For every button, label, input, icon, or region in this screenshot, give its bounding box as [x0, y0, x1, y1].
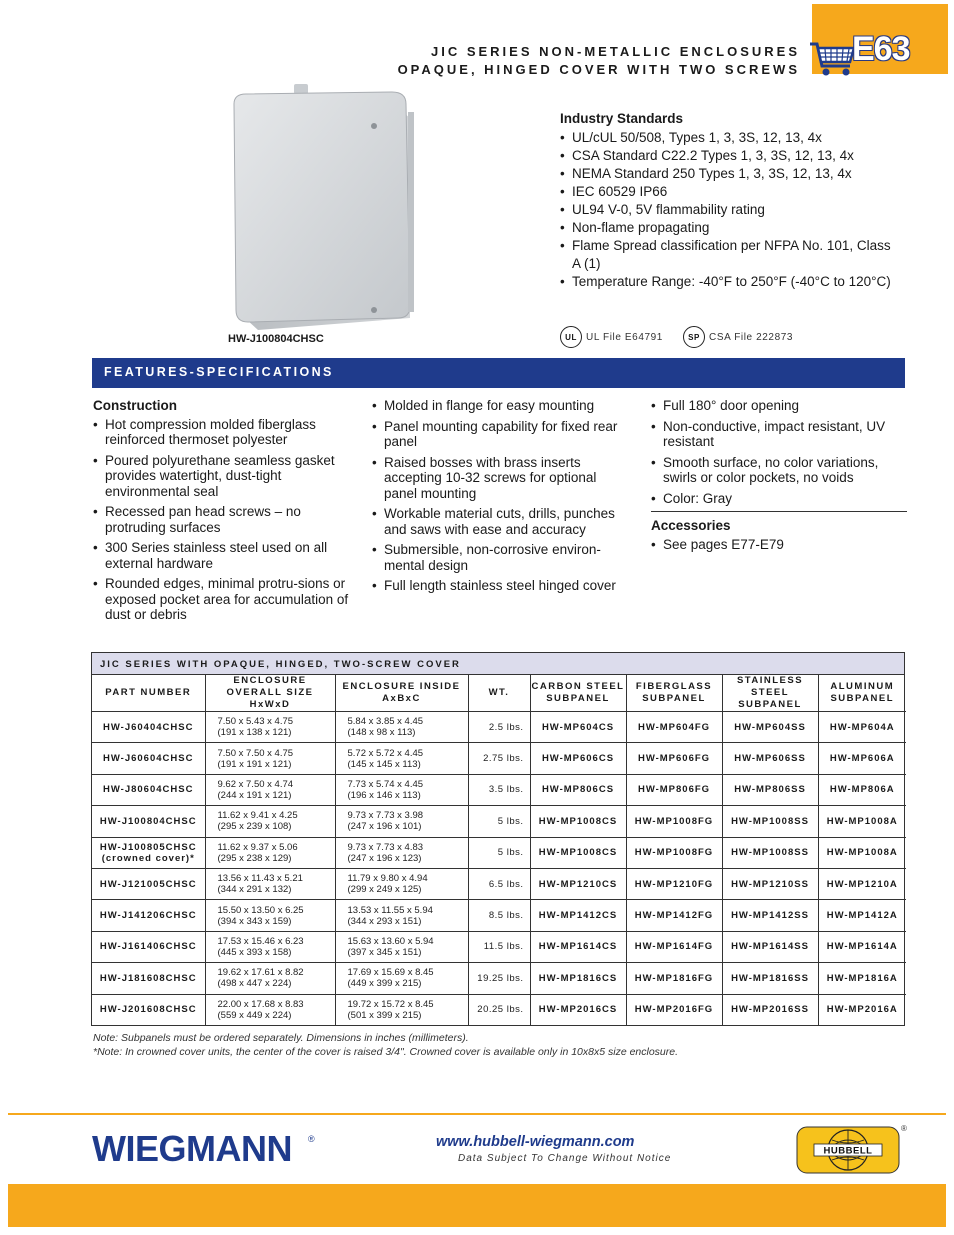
cell-aluminum	[818, 931, 906, 962]
cell-overall-size-text: 19.62 x 17.61 x 8.82	[217, 967, 304, 979]
cell-weight	[468, 900, 530, 931]
cell-fiberglass	[626, 743, 722, 774]
cell-overall-size-text: (244 x 191 x 121)	[217, 789, 292, 801]
cell-inside-size-text: (344 x 293 x 151)	[347, 915, 422, 927]
cell-fiberglass	[626, 931, 722, 962]
cell-part-number	[92, 774, 205, 805]
cell-aluminum	[818, 900, 906, 931]
ul-logo-icon: UL	[560, 326, 582, 348]
cell-inside-size	[335, 743, 468, 774]
cell-part-number-text: HW-J80604CHSC	[103, 784, 194, 796]
cell-inside-size-text: 15.63 x 13.60 x 5.94	[347, 935, 434, 947]
cell-weight-text: 19.25 lbs.	[477, 972, 524, 984]
cell-aluminum-text: HW-MP606A	[829, 753, 895, 765]
header-part-number: PART NUMBER	[92, 675, 205, 712]
feature-item: • Smooth surface, no color variations, swirls or color pockets, no voids	[651, 455, 907, 486]
feature-item: • Non-conductive, impact resistant, UV resistant	[651, 419, 907, 450]
standard-item: • NEMA Standard 250 Types 1, 3, 3S, 12, 13, 4x	[560, 165, 900, 183]
cell-inside-size-text: 7.73 x 5.74 x 4.45	[347, 778, 424, 790]
cell-overall-size-text: 7.50 x 5.43 x 4.75	[217, 716, 294, 728]
cell-part-number-text: HW-J100805CHSC	[99, 841, 197, 853]
standard-item: • IEC 60529 IP66	[560, 183, 900, 201]
cell-overall-size-text: (191 x 138 x 121)	[217, 727, 292, 739]
cell-carbon-steel	[530, 806, 626, 837]
standard-item: • Non-flame propagating	[560, 219, 900, 237]
table-row	[92, 806, 906, 837]
cell-carbon-steel-text: HW-MP2016CS	[538, 1004, 618, 1016]
cell-inside-size-text: (397 x 345 x 151)	[347, 946, 422, 958]
cell-part-number-text: HW-J100804CHSC	[99, 815, 197, 827]
cell-weight	[468, 837, 530, 868]
cell-weight	[468, 743, 530, 774]
cell-part-number-text: HW-J181608CHSC	[99, 972, 197, 984]
construction-title: Construction	[93, 398, 177, 413]
table-row	[92, 712, 906, 743]
cell-fiberglass-text: HW-MP1614FG	[634, 941, 714, 953]
cell-part-number-text: HW-J121005CHSC	[99, 878, 197, 890]
cell-inside-size-text: 11.79 x 9.80 x 4.94	[347, 873, 428, 885]
cell-fiberglass-text: HW-MP1412FG	[634, 910, 714, 922]
cell-part-number-text: HW-J60604CHSC	[103, 753, 194, 765]
cell-weight-text: 20.25 lbs.	[477, 1004, 524, 1016]
cell-stainless	[722, 712, 818, 743]
cell-part-number-text: (crowned cover)*	[101, 852, 195, 864]
csa-logo-icon: SP	[683, 326, 705, 348]
cell-fiberglass-text: HW-MP806FG	[637, 784, 711, 796]
feature-item: • 300 Series stainless steel used on all external hardware	[93, 540, 349, 571]
cell-stainless	[722, 806, 818, 837]
cell-weight	[468, 963, 530, 994]
features-column-3	[651, 398, 907, 557]
cell-weight-text: 11.5 lbs.	[483, 941, 524, 953]
cell-overall-size-text: 13.56 x 11.43 x 5.21	[217, 873, 303, 885]
cell-carbon-steel-text: HW-MP1008CS	[538, 847, 618, 859]
header-title-line2: OPAQUE, HINGED COVER WITH TWO SCREWS	[397, 62, 800, 77]
cell-weight	[468, 931, 530, 962]
cell-aluminum	[818, 837, 906, 868]
cell-inside-size-text: (196 x 146 x 113)	[347, 789, 421, 801]
industry-standards	[560, 110, 900, 291]
cell-stainless-text: HW-MP1816SS	[731, 972, 809, 984]
feature-item: • Molded in flange for easy mounting	[372, 398, 628, 414]
enclosure-photo	[228, 82, 418, 332]
table-row	[92, 774, 906, 805]
cell-inside-size-text: 9.73 x 7.73 x 4.83	[347, 841, 424, 853]
cell-fiberglass	[626, 837, 722, 868]
table-row	[92, 931, 906, 962]
cell-overall-size-text: (191 x 191 x 121)	[217, 758, 292, 770]
feature-item: • Full length stainless steel hinged cover	[372, 578, 628, 594]
cell-inside-size-text: (145 x 145 x 113)	[347, 758, 421, 770]
header-inside-size: ENCLOSURE INSIDE AxBxC	[335, 675, 468, 712]
cell-stainless-text: HW-MP2016SS	[731, 1004, 809, 1016]
cell-overall-size-text: (295 x 239 x 108)	[217, 821, 292, 833]
cell-weight-text: 8.5 lbs.	[488, 910, 524, 922]
cell-aluminum	[818, 774, 906, 805]
cell-carbon-steel	[530, 900, 626, 931]
cell-fiberglass-text: HW-MP1008FG	[634, 847, 714, 859]
cell-stainless-text: HW-MP1210SS	[731, 878, 809, 890]
hubbell-logo	[796, 1126, 900, 1174]
cell-inside-size-text: 5.84 x 3.85 x 4.45	[347, 716, 424, 728]
cell-aluminum-text: HW-MP1008A	[826, 815, 898, 827]
cell-part-number	[92, 900, 205, 931]
cell-fiberglass-text: HW-MP2016FG	[634, 1004, 714, 1016]
cell-overall-size-text: (498 x 447 x 224)	[217, 978, 292, 990]
cell-inside-size-text: 9.73 x 7.73 x 3.98	[347, 810, 424, 822]
cell-fiberglass-text: HW-MP1008FG	[634, 815, 714, 827]
cell-overall-size-text: (445 x 393 x 158)	[217, 946, 292, 958]
cell-stainless-text: HW-MP1008SS	[731, 847, 809, 859]
cell-weight-text: 5 lbs.	[497, 847, 524, 859]
features-column-2	[372, 398, 628, 599]
cell-carbon-steel	[530, 837, 626, 868]
product-grid	[92, 675, 906, 1025]
cell-aluminum	[818, 712, 906, 743]
cell-part-number-text: HW-J60404CHSC	[103, 721, 194, 733]
features-column-1	[93, 398, 349, 628]
cell-carbon-steel-text: HW-MP1614CS	[538, 941, 618, 953]
cell-overall-size-text: 17.53 x 15.46 x 6.23	[217, 935, 304, 947]
cell-weight-text: 6.5 lbs.	[488, 878, 524, 890]
feature-item: • Panel mounting capability for fixed rear panel	[372, 419, 628, 450]
cell-aluminum	[818, 743, 906, 774]
cell-aluminum-text: HW-MP1614A	[826, 941, 898, 953]
cell-fiberglass	[626, 900, 722, 931]
table-header-row	[92, 675, 906, 712]
cell-fiberglass	[626, 994, 722, 1025]
cell-fiberglass	[626, 774, 722, 805]
cell-stainless	[722, 963, 818, 994]
cell-aluminum-text: HW-MP1412A	[826, 910, 898, 922]
cell-weight	[468, 712, 530, 743]
cell-fiberglass-text: HW-MP604FG	[637, 721, 711, 733]
cell-carbon-steel	[530, 743, 626, 774]
cell-overall-size-text: 7.50 x 7.50 x 4.75	[217, 747, 294, 759]
cell-overall-size-text: 15.50 x 13.50 x 6.25	[217, 904, 304, 916]
cell-carbon-steel-text: HW-MP1816CS	[538, 972, 618, 984]
cell-stainless	[722, 868, 818, 899]
cell-part-number	[92, 963, 205, 994]
cell-inside-size	[335, 806, 468, 837]
cell-carbon-steel	[530, 931, 626, 962]
feature-item: • Rounded edges, minimal protru-sions or exposed pocket area for accumulation of dust or debris	[93, 576, 349, 623]
cell-inside-size-text: (148 x 98 x 113)	[347, 727, 416, 739]
csa-file: CSA File 222873	[709, 331, 794, 343]
cell-overall-size-text: 22.00 x 17.68 x 8.83	[217, 998, 304, 1010]
cell-overall-size	[205, 712, 335, 743]
cell-overall-size	[205, 837, 335, 868]
cell-stainless	[722, 900, 818, 931]
feature-item: • Color: Gray	[651, 491, 907, 507]
feature-item: • Raised bosses with brass inserts accepting 10-32 screws for optional panel mounting	[372, 455, 628, 502]
cell-stainless-text: HW-MP1614SS	[731, 941, 809, 953]
cell-inside-size-text: 5.72 x 5.72 x 4.45	[347, 747, 424, 759]
feature-item: • Full 180° door opening	[651, 398, 907, 414]
feature-item: • Recessed pan head screws – no protruding surfaces	[93, 504, 349, 535]
cell-fiberglass	[626, 868, 722, 899]
cell-overall-size-text: 9.62 x 7.50 x 4.74	[217, 778, 294, 790]
cell-overall-size	[205, 743, 335, 774]
cell-inside-size-text: 19.72 x 15.72 x 8.45	[347, 998, 434, 1010]
cell-part-number	[92, 712, 205, 743]
cell-aluminum-text: HW-MP604A	[829, 721, 895, 733]
cell-inside-size	[335, 931, 468, 962]
table-row	[92, 994, 906, 1025]
cell-carbon-steel	[530, 868, 626, 899]
cell-weight-text: 2.75 lbs.	[483, 753, 524, 765]
accessories-section	[651, 511, 907, 552]
cell-carbon-steel	[530, 963, 626, 994]
cell-inside-size	[335, 994, 468, 1025]
cell-stainless-text: HW-MP1412SS	[731, 910, 809, 922]
cell-overall-size	[205, 868, 335, 899]
cell-carbon-steel-text: HW-MP1412CS	[538, 910, 618, 922]
accessories-title: Accessories	[651, 518, 731, 533]
cell-carbon-steel-text: HW-MP606CS	[541, 753, 615, 765]
cell-carbon-steel	[530, 774, 626, 805]
cell-overall-size-text: 11.62 x 9.41 x 4.25	[217, 810, 298, 822]
hubbell-wordmark: HUBBELL	[823, 1145, 873, 1157]
cell-stainless	[722, 743, 818, 774]
wiegmann-logo: WIEGMANN	[92, 1128, 292, 1169]
table-row	[92, 837, 906, 868]
standard-item: • UL/cUL 50/508, Types 1, 3, 3S, 12, 13, 4x	[560, 129, 900, 147]
cell-overall-size	[205, 774, 335, 805]
features-bar: FEATURES-SPECIFICATIONS	[92, 358, 905, 388]
cell-fiberglass	[626, 712, 722, 743]
cell-overall-size	[205, 994, 335, 1025]
cell-inside-size	[335, 837, 468, 868]
cell-aluminum-text: HW-MP1816A	[826, 972, 898, 984]
cell-overall-size-text: 11.62 x 9.37 x 5.06	[217, 841, 298, 853]
cell-stainless	[722, 994, 818, 1025]
product-table	[91, 652, 905, 1026]
cell-aluminum	[818, 994, 906, 1025]
cell-stainless	[722, 774, 818, 805]
cell-carbon-steel-text: HW-MP806CS	[541, 784, 615, 796]
cell-inside-size	[335, 774, 468, 805]
cell-aluminum	[818, 806, 906, 837]
cell-inside-size-text: (247 x 196 x 101)	[347, 821, 422, 833]
table-row	[92, 743, 906, 774]
cell-overall-size-text: (559 x 449 x 224)	[217, 1009, 292, 1021]
note-crowned-cover: *Note: In crowned cover units, the center of the cover is raised 3/4". Crowned cover is available only in 10x8x5 size enclosure.	[93, 1046, 679, 1058]
cell-part-number-text: HW-J141206CHSC	[99, 910, 197, 922]
feature-item: • Hot compression molded fiberglass reinforced thermoset polyester	[93, 417, 349, 448]
feature-item: • Poured polyurethane seamless gasket provides watertight, dust-tight environmental seal	[93, 453, 349, 500]
header-overall-size: ENCLOSURE OVERALL SIZE HxWxD	[205, 675, 335, 712]
footer-band	[8, 1184, 946, 1227]
cell-weight	[468, 806, 530, 837]
cell-carbon-steel-text: HW-MP604CS	[541, 721, 615, 733]
header-aluminum: ALUMINUM SUBPANEL	[818, 675, 906, 712]
cell-stainless	[722, 837, 818, 868]
cell-stainless-text: HW-MP604SS	[734, 721, 806, 733]
cell-overall-size	[205, 900, 335, 931]
standard-item: • Temperature Range: -40°F to 250°F (-40°C to 120°C)	[560, 273, 900, 291]
cell-aluminum-text: HW-MP1008A	[826, 847, 898, 859]
standard-item: • UL94 V-0, 5V flammability rating	[560, 201, 900, 219]
cell-part-number-text: HW-J201608CHSC	[99, 1004, 197, 1016]
cell-weight-text: 3.5 lbs.	[488, 784, 524, 796]
feature-item: • Workable material cuts, drills, punches and saws with ease and accuracy	[372, 506, 628, 537]
cell-weight-text: 2.5 lbs.	[488, 721, 524, 733]
cell-overall-size	[205, 806, 335, 837]
standard-item: • CSA Standard C22.2 Types 1, 3, 3S, 12, 13, 4x	[560, 147, 900, 165]
cell-weight-text: 5 lbs.	[497, 815, 524, 827]
accessory-item: • See pages E77-E79	[651, 537, 907, 553]
cell-overall-size-text: (295 x 238 x 129)	[217, 852, 292, 864]
cell-stainless-text: HW-MP806SS	[734, 784, 806, 796]
ul-certification	[560, 326, 663, 348]
cell-carbon-steel-text: HW-MP1210CS	[538, 878, 618, 890]
cell-aluminum-text: HW-MP806A	[829, 784, 895, 796]
footer-rule	[8, 1113, 946, 1115]
cell-carbon-steel-text: HW-MP1008CS	[538, 815, 618, 827]
ul-file: UL File E64791	[586, 331, 663, 343]
cell-carbon-steel	[530, 712, 626, 743]
product-caption: HW-J100804CHSC	[228, 333, 324, 345]
header-title-line1: JIC SERIES NON-METALLIC ENCLOSURES	[430, 44, 800, 59]
cell-fiberglass-text: HW-MP1816FG	[634, 972, 714, 984]
note-subpanels: Note: Subpanels must be ordered separately. Dimensions in inches (millimeters).	[93, 1032, 469, 1044]
cart-icon	[808, 38, 858, 80]
cell-weight	[468, 994, 530, 1025]
cell-part-number	[92, 806, 205, 837]
cell-overall-size-text: (344 x 291 x 132)	[217, 884, 292, 896]
cell-inside-size-text: 13.53 x 11.55 x 5.94	[347, 904, 433, 916]
cell-inside-size-text: (449 x 399 x 215)	[347, 978, 422, 990]
disclaimer: Data Subject To Change Without Notice	[458, 1153, 672, 1164]
cell-part-number	[92, 994, 205, 1025]
cell-part-number	[92, 837, 205, 868]
registered-mark: ®	[308, 1134, 315, 1144]
cell-inside-size-text: (299 x 249 x 125)	[347, 884, 422, 896]
cell-part-number	[92, 931, 205, 962]
header-weight: WT.	[468, 675, 530, 712]
feature-item: • Submersible, non-corrosive environ-mental design	[372, 542, 628, 573]
table-title: JIC SERIES WITH OPAQUE, HINGED, TWO-SCREW COVER	[92, 653, 904, 675]
header-carbon-steel: CARBON STEEL SUBPANEL	[530, 675, 626, 712]
cell-weight	[468, 868, 530, 899]
table-row	[92, 868, 906, 899]
cell-fiberglass-text: HW-MP606FG	[637, 753, 711, 765]
cell-stainless-text: HW-MP1008SS	[731, 815, 809, 827]
cell-part-number	[92, 868, 205, 899]
table-row	[92, 963, 906, 994]
csa-certification	[683, 326, 793, 348]
cell-overall-size	[205, 963, 335, 994]
cell-part-number-text: HW-J161406CHSC	[99, 941, 197, 953]
standard-item: • Flame Spread classification per NFPA No. 101, Class A (1)	[560, 237, 900, 273]
cell-inside-size	[335, 963, 468, 994]
table-row	[92, 900, 906, 931]
cell-aluminum-text: HW-MP1210A	[826, 878, 898, 890]
cell-inside-size-text: (501 x 399 x 215)	[347, 1009, 422, 1021]
cell-overall-size-text: (394 x 343 x 159)	[217, 915, 292, 927]
cell-inside-size	[335, 868, 468, 899]
cell-fiberglass	[626, 806, 722, 837]
cell-stainless-text: HW-MP606SS	[734, 753, 806, 765]
cell-carbon-steel	[530, 994, 626, 1025]
website-link[interactable]: www.hubbell-wiegmann.com	[436, 1134, 635, 1150]
cell-weight	[468, 774, 530, 805]
page-code: E63	[852, 30, 910, 68]
header-fiberglass: FIBERGLASS SUBPANEL	[626, 675, 722, 712]
cell-aluminum-text: HW-MP2016A	[826, 1004, 898, 1016]
header-stainless: STAINLESS STEEL SUBPANEL	[722, 675, 818, 712]
cell-inside-size-text: (247 x 196 x 123)	[347, 852, 422, 864]
cell-aluminum	[818, 963, 906, 994]
cell-part-number	[92, 743, 205, 774]
cell-inside-size-text: 17.69 x 15.69 x 8.45	[347, 967, 434, 979]
cell-overall-size	[205, 931, 335, 962]
cell-aluminum	[818, 868, 906, 899]
cell-stainless	[722, 931, 818, 962]
hubbell-registered-mark: ®	[901, 1124, 907, 1133]
cell-fiberglass	[626, 963, 722, 994]
cell-fiberglass-text: HW-MP1210FG	[634, 878, 714, 890]
cell-inside-size	[335, 900, 468, 931]
standards-title: Industry Standards	[560, 111, 684, 126]
cell-inside-size	[335, 712, 468, 743]
